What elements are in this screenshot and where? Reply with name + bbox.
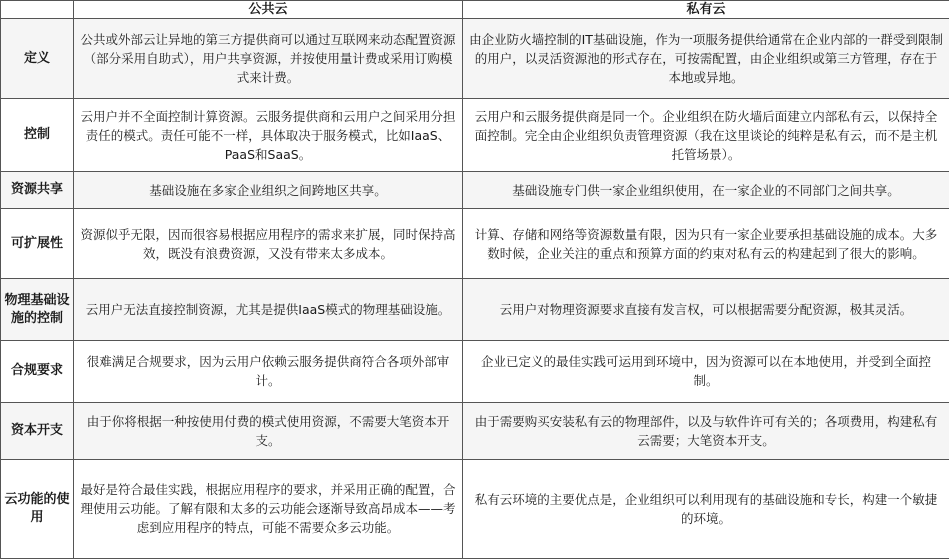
public-cloud-cell: 很难满足合规要求，因为云用户依赖云服务提供商符合各项外部审计。 (74, 340, 463, 402)
table-row (1, 99, 949, 172)
row-label-cloud-features: 云功能的使用 (1, 459, 74, 558)
private-cloud-cell: 计算、存储和网络等资源数量有限，因为只有一家企业要承担基础设施的成本。大多数时候，企业关注的重点和预算方面的约束对私有云的构建起到了很大的影响。 (463, 209, 949, 279)
table-row (1, 402, 949, 459)
row-label-compliance: 合规要求 (1, 340, 74, 402)
private-cloud-cell: 云用户对物理资源要求直接有发言权，可以根据需要分配资源，极其灵活。 (463, 279, 949, 340)
public-cloud-cell: 资源似乎无限，因而很容易根据应用程序的需求来扩展，同时保持高效，既没有浪费资源，又没有带来太多成本。 (74, 209, 463, 279)
row-label-capex: 资本开支 (1, 402, 74, 459)
table-row (1, 209, 949, 279)
table-row (1, 340, 949, 402)
row-label-physical-control: 物理基础设施的控制 (1, 279, 74, 340)
public-cloud-cell: 由于你将根据一种按使用付费的模式使用资源，不需要大笔资本开支。 (74, 402, 463, 459)
row-label-scalability: 可扩展性 (1, 209, 74, 279)
table-row (1, 279, 949, 340)
public-cloud-cell: 公共或外部云让异地的第三方提供商可以通过互联网来动态配置资源（部分采用自助式），用户共享资源，并按使用量计费或采用订购模式来计费。 (74, 19, 463, 99)
row-label-resource-sharing: 资源共享 (1, 172, 74, 209)
table-row (1, 19, 949, 99)
private-cloud-cell: 由于需要购买安装私有云的物理部件，以及与软件许可有关的；各项费用，构建私有云需要；大笔资本开支。 (463, 402, 949, 459)
row-label-control: 控制 (1, 99, 74, 172)
public-cloud-cell: 基础设施在多家企业组织之间跨地区共享。 (74, 172, 463, 209)
public-cloud-cell: 云用户无法直接控制资源，尤其是提供IaaS模式的物理基础设施。 (74, 279, 463, 340)
header-corner-cell (1, 1, 74, 19)
table-row (1, 459, 949, 558)
private-cloud-cell: 企业已定义的最佳实践可运用到环境中，因为资源可以在本地使用，并受到全面控制。 (463, 340, 949, 402)
public-cloud-cell: 最好是符合最佳实践，根据应用程序的要求，并采用正确的配置，合理使用云功能。了解有限和太多的云功能会逐渐导致高昂成本——考虑到应用程序的特点，可能不需要众多云功能。 (74, 459, 463, 558)
header-private-cloud: 私有云 (463, 1, 949, 19)
header-public-cloud: 公共云 (74, 1, 463, 19)
private-cloud-cell: 云用户和云服务提供商是同一个。企业组织在防火墙后面建立内部私有云，以保持全面控制。完全由企业组织负责管理资源（我在这里谈论的纯粹是私有云，而不是主机托管场景）。 (463, 99, 949, 172)
private-cloud-cell: 由企业防火墙控制的IT基础设施，作为一项服务提供给通常在企业内部的一群受到限制的用户，以灵活资源池的形式存在，可按需配置，由企业组织或第三方管理，存在于本地或异地。 (463, 19, 949, 99)
header-row (1, 1, 949, 19)
table-row (1, 172, 949, 209)
private-cloud-cell: 私有云环境的主要优点是，企业组织可以利用现有的基础设施和专长，构建一个敏捷的环境。 (463, 459, 949, 558)
public-cloud-cell: 云用户并不全面控制计算资源。云服务提供商和云用户之间采用分担责任的模式。责任可能不一样，具体取决于服务模式，比如IaaS、PaaS和SaaS。 (74, 99, 463, 172)
row-label-definition: 定义 (1, 19, 74, 99)
private-cloud-cell: 基础设施专门供一家企业组织使用，在一家企业的不同部门之间共享。 (463, 172, 949, 209)
